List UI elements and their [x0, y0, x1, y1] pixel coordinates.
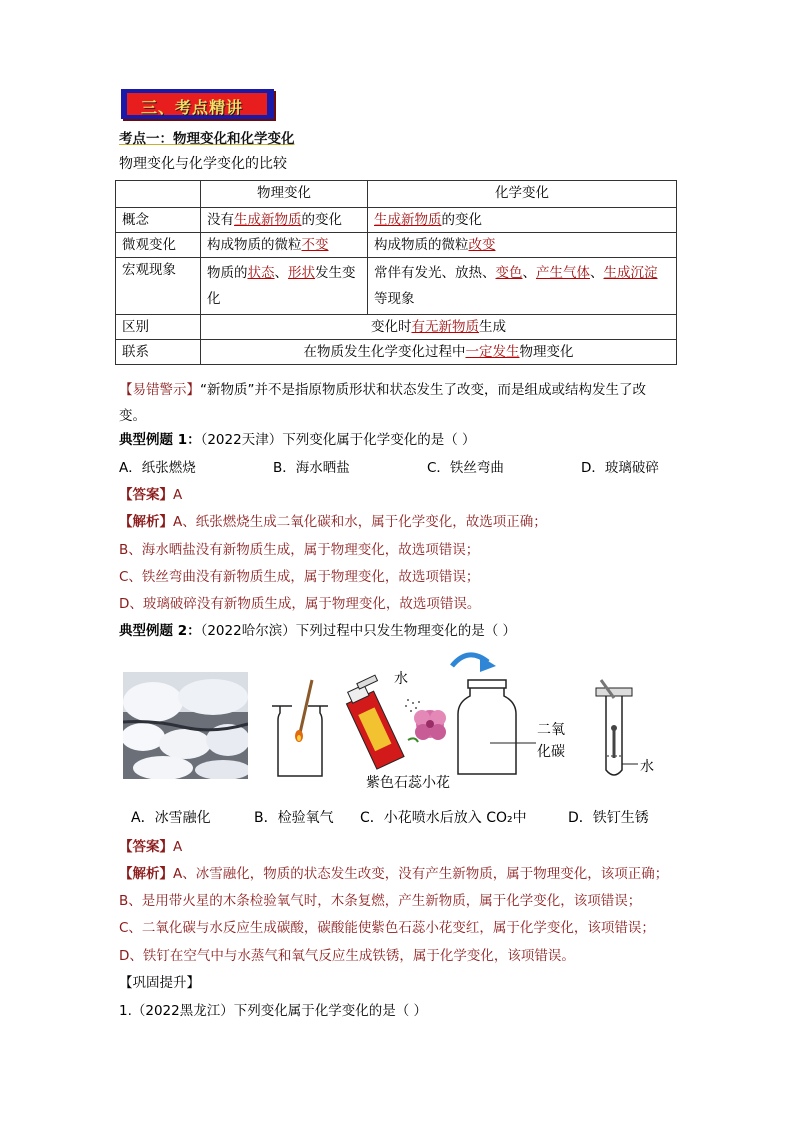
- question-text: （2022哈尔滨）下列过程中只发生物理变化的是（ ）: [200, 623, 516, 639]
- table-header-row: [116, 181, 677, 208]
- figure-label-water-2: 水: [640, 759, 654, 775]
- comparison-table: [115, 180, 677, 365]
- table-header-cell: 化学变化: [368, 181, 677, 208]
- option-c: C．铁丝弯曲: [427, 460, 504, 476]
- cell-text: 、: [590, 265, 604, 281]
- table-header-cell: 物理变化: [201, 181, 368, 208]
- cell-keyword: 形状: [288, 265, 315, 281]
- cell-text: 物理变化: [519, 344, 574, 360]
- cell-keyword: 有无新物质: [411, 319, 479, 335]
- cell-keyword: 一定发生: [465, 344, 520, 360]
- option-d: D．玻璃破碎: [581, 460, 659, 476]
- cell-keyword: 状态: [247, 265, 275, 281]
- section-banner-text: 三、考点精讲: [141, 98, 244, 117]
- cell-text: 没有: [207, 212, 234, 228]
- cell-text: 生成: [479, 319, 506, 335]
- example-label: 典型例题 2：: [119, 623, 201, 639]
- analysis-line: [119, 512, 547, 532]
- section-banner: [121, 89, 274, 119]
- analysis-line: D、铁钉在空气中与水蒸气和氧气反应生成铁锈，属于化学变化，该项错误。: [119, 948, 575, 964]
- oxygen-test-figure: [270, 678, 330, 780]
- table-cell: [368, 208, 677, 233]
- figure-label-text: 化碳: [537, 744, 565, 760]
- cell-text: 化: [207, 291, 221, 307]
- answer-tag: 【答案】: [119, 839, 173, 855]
- cell-text: 的变化: [301, 212, 342, 228]
- row-label: 概念: [116, 208, 201, 233]
- example-2-answer: [119, 837, 182, 857]
- section-banner-bg: [127, 93, 267, 115]
- example-1-stem: [119, 430, 476, 450]
- figure-label-water: 水: [394, 671, 408, 687]
- cell-text: 常伴有发光、放热、: [374, 265, 496, 281]
- row-label: 区别: [116, 315, 201, 340]
- table-row: [116, 340, 677, 365]
- answer-value: A: [173, 839, 183, 855]
- cell-text: 、: [274, 265, 288, 281]
- cell-keyword: 变色: [495, 265, 523, 281]
- example-1-answer: [119, 485, 182, 505]
- option-a: A．冰雪融化: [131, 810, 211, 826]
- analysis-line: C、二氧化碳与水反应生成碳酸，碳酸能使紫色石蕊小花变红，属于化学变化，该项错误；: [119, 920, 655, 936]
- answer-tag: 【答案】: [119, 487, 173, 503]
- table-cell: [201, 233, 368, 258]
- table-row: [116, 258, 677, 315]
- cell-text: 的变化: [441, 212, 482, 228]
- analysis-line: B、海水晒盐没有新物质生成，属于物理变化，故选项错误；: [119, 542, 480, 558]
- analysis-text: A、冰雪融化，物质的状态发生改变，没有产生新物质，属于物理变化，该项正确；: [173, 866, 669, 882]
- table-header-cell: [116, 181, 201, 208]
- figure-label-co2: [537, 719, 565, 763]
- cell-text: 物质的: [207, 265, 248, 281]
- cell-keyword: 生成新物质: [374, 212, 442, 228]
- analysis-line: D、玻璃破碎没有新物质生成，属于物理变化，故选项错误。: [119, 596, 481, 612]
- table-cell: [201, 340, 677, 365]
- row-label: 宏观现象: [116, 258, 201, 315]
- option-d: D．铁钉生锈: [568, 810, 649, 826]
- cell-keyword: 生成新物质: [234, 212, 302, 228]
- analysis-text: A、纸张燃烧生成二氧化碳和水，属于化学变化，故选项正确；: [173, 514, 547, 530]
- consolidate-heading: 【巩固提升】: [119, 975, 200, 991]
- cell-keyword: 生成沉淀: [603, 265, 658, 281]
- option-a: A．纸张燃烧: [119, 460, 196, 476]
- snow-photo: [123, 672, 248, 779]
- cell-text: 构成物质的微粒: [207, 237, 302, 253]
- analysis-line: [119, 864, 679, 884]
- cell-text: 在物质发生化学变化过程中: [303, 344, 466, 360]
- answer-value: A: [173, 487, 183, 503]
- subtitle: 物理变化与化学变化的比较: [119, 156, 287, 172]
- warning-text: “新物质”并不是指原物质形状和状态发生了改变，而是组成或结构发生了改: [200, 382, 646, 398]
- option-b: B．海水晒盐: [273, 460, 350, 476]
- cell-keyword: 改变: [468, 237, 496, 253]
- figure-label-text: 二氧: [537, 722, 565, 738]
- table-row: [116, 208, 677, 233]
- warning-text: 变。: [119, 408, 146, 424]
- table-cell: [201, 315, 677, 340]
- test-tube-figure: [586, 672, 646, 782]
- question-text: （2022天津）下列变化属于化学变化的是（ ）: [200, 432, 476, 448]
- analysis-line: C、铁丝弯曲没有新物质生成，属于物理变化，故选项错误；: [119, 569, 480, 585]
- analysis-line: B、是用带火星的木条检验氧气时，木条复燃，产生新物质，属于化学变化，该项错误；: [119, 893, 642, 909]
- cell-text: 发生变: [315, 265, 356, 281]
- option-c: C．小花喷水后放入 CO₂中: [360, 810, 527, 826]
- row-label: 联系: [116, 340, 201, 365]
- example-label: 典型例题 1：: [119, 432, 201, 448]
- table-cell: [368, 233, 677, 258]
- figure-label-flower: 紫色石蕊小花: [366, 775, 450, 791]
- table-row: [116, 315, 677, 340]
- example-2-stem: [119, 621, 516, 641]
- warning-tag: 【易错警示】: [119, 382, 200, 398]
- analysis-tag: 【解析】: [119, 514, 173, 530]
- cell-keyword: 产生气体: [536, 265, 590, 281]
- section-title: 考点一：物理变化和化学变化: [119, 131, 295, 147]
- option-b: B．检验氧气: [254, 810, 334, 826]
- cell-keyword: 不变: [301, 237, 329, 253]
- cell-text: 构成物质的微粒: [374, 237, 469, 253]
- cell-text: 等现象: [374, 291, 415, 307]
- cell-text: 变化时: [371, 319, 412, 335]
- analysis-tag: 【解析】: [119, 866, 173, 882]
- table-cell: [201, 208, 368, 233]
- row-label: 微观变化: [116, 233, 201, 258]
- warning-block: [119, 377, 689, 429]
- table-row: [116, 233, 677, 258]
- question-1: 1.（2022黑龙江）下列变化属于化学变化的是（ ）: [119, 1003, 428, 1019]
- table-cell: [368, 258, 677, 315]
- cell-text: 、: [522, 265, 536, 281]
- table-cell: [201, 258, 368, 315]
